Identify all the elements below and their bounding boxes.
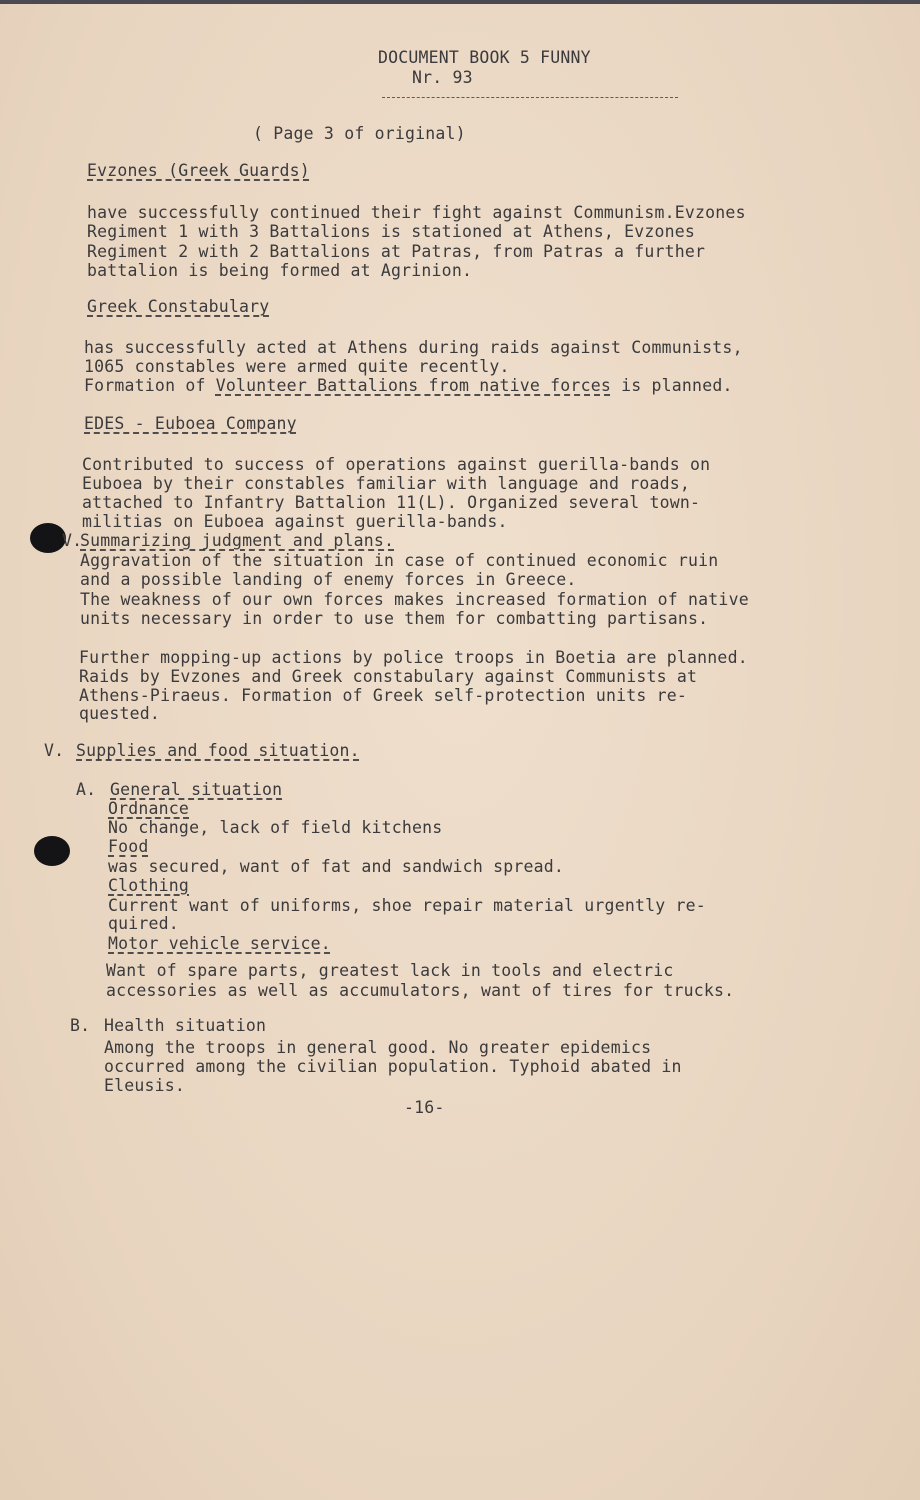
section-heading-evzones: Evzones (Greek Guards): [87, 161, 310, 180]
section-marker: V.: [44, 741, 65, 760]
section-marker: V.: [62, 531, 83, 550]
body-line: 1065 constables were armed quite recently.: [84, 357, 510, 376]
body-line: Regiment 2 with 2 Battalions at Patras, from Patras a further: [87, 242, 706, 261]
body-line: attached to Infantry Battalion 11(L). Organized several town-: [82, 493, 701, 512]
body-line: Further mopping-up actions by police troops in Boetia are planned.: [79, 648, 748, 667]
body-line: Contributed to success of operations against guerilla-bands on: [82, 455, 711, 474]
body-line: battalion is being formed at Agrinion.: [87, 261, 473, 280]
subsection-marker: B.: [70, 1016, 91, 1035]
section-heading-summary: Summarizing judgment and plans.: [80, 531, 395, 550]
body-line: Raids by Evzones and Greek constabulary against Communists at: [79, 667, 698, 686]
section-heading-edes: EDES - Euboea Company: [84, 414, 297, 433]
section-heading-constabulary: Greek Constabulary: [87, 297, 270, 316]
body-line: units necessary in order to use them for combatting partisans.: [80, 609, 709, 628]
body-line: The weakness of our own forces makes increased formation of native: [80, 590, 749, 609]
body-line: quired.: [108, 914, 179, 933]
label-food: Food: [108, 837, 149, 856]
body-line: Aggravation of the situation in case of continued economic ruin: [80, 551, 719, 570]
body-line: Want of spare parts, greatest lack in tools and electric: [106, 961, 674, 980]
punch-hole: [30, 523, 66, 553]
body-line: have successfully continued their fight against Communism.Evzones: [87, 203, 746, 222]
body-line: Regiment 1 with 3 Battalions is stationed at Athens, Evzones: [87, 222, 696, 241]
label-clothing: Clothing: [108, 876, 190, 895]
label-ordnance: Ordnance: [108, 799, 190, 818]
document-number: Nr. 93: [412, 68, 473, 87]
body-line: quested.: [79, 704, 161, 723]
label-motor-vehicle: Motor vehicle service.: [108, 934, 331, 953]
body-line: Eleusis.: [104, 1076, 186, 1095]
body-line: militias on Euboea against guerilla-bands.: [82, 512, 508, 531]
page-number: -16-: [404, 1098, 445, 1117]
subsection-heading-general: General situation: [110, 780, 283, 799]
body-line: accessories as well as accumulators, want of tires for trucks.: [106, 981, 735, 1000]
document-title: DOCUMENT BOOK 5 FUNNY: [378, 48, 591, 67]
header-rule: [382, 97, 678, 98]
subsection-marker: A.: [76, 780, 97, 799]
body-line: Athens-Piraeus. Formation of Greek self-protection units re-: [79, 686, 688, 705]
body-line: has successfully acted at Athens during raids against Communists,: [84, 338, 743, 357]
volunteer-battalions-phrase: Volunteer Battalions from native forces: [215, 376, 611, 395]
punch-hole: [34, 836, 70, 866]
subsection-heading-health: Health situation: [104, 1016, 267, 1035]
body-line: and a possible landing of enemy forces in Greece.: [80, 570, 577, 589]
section-heading-supplies: Supplies and food situation.: [76, 741, 360, 760]
body-line: Among the troops in general good. No greater epidemics: [104, 1038, 652, 1057]
body-line: Formation of Volunteer Battalions from native forces is planned.: [84, 376, 733, 395]
body-line: was secured, want of fat and sandwich spread.: [108, 857, 565, 876]
body-line: Current want of uniforms, shoe repair material urgently re-: [108, 896, 706, 915]
page-note: ( Page 3 of original): [253, 124, 466, 143]
scan-border: [0, 0, 920, 4]
body-line: Euboea by their constables familiar with language and roads,: [82, 474, 691, 493]
body-line: No change, lack of field kitchens: [108, 818, 443, 837]
body-line: occurred among the civilian population. Typhoid abated in: [104, 1057, 682, 1076]
